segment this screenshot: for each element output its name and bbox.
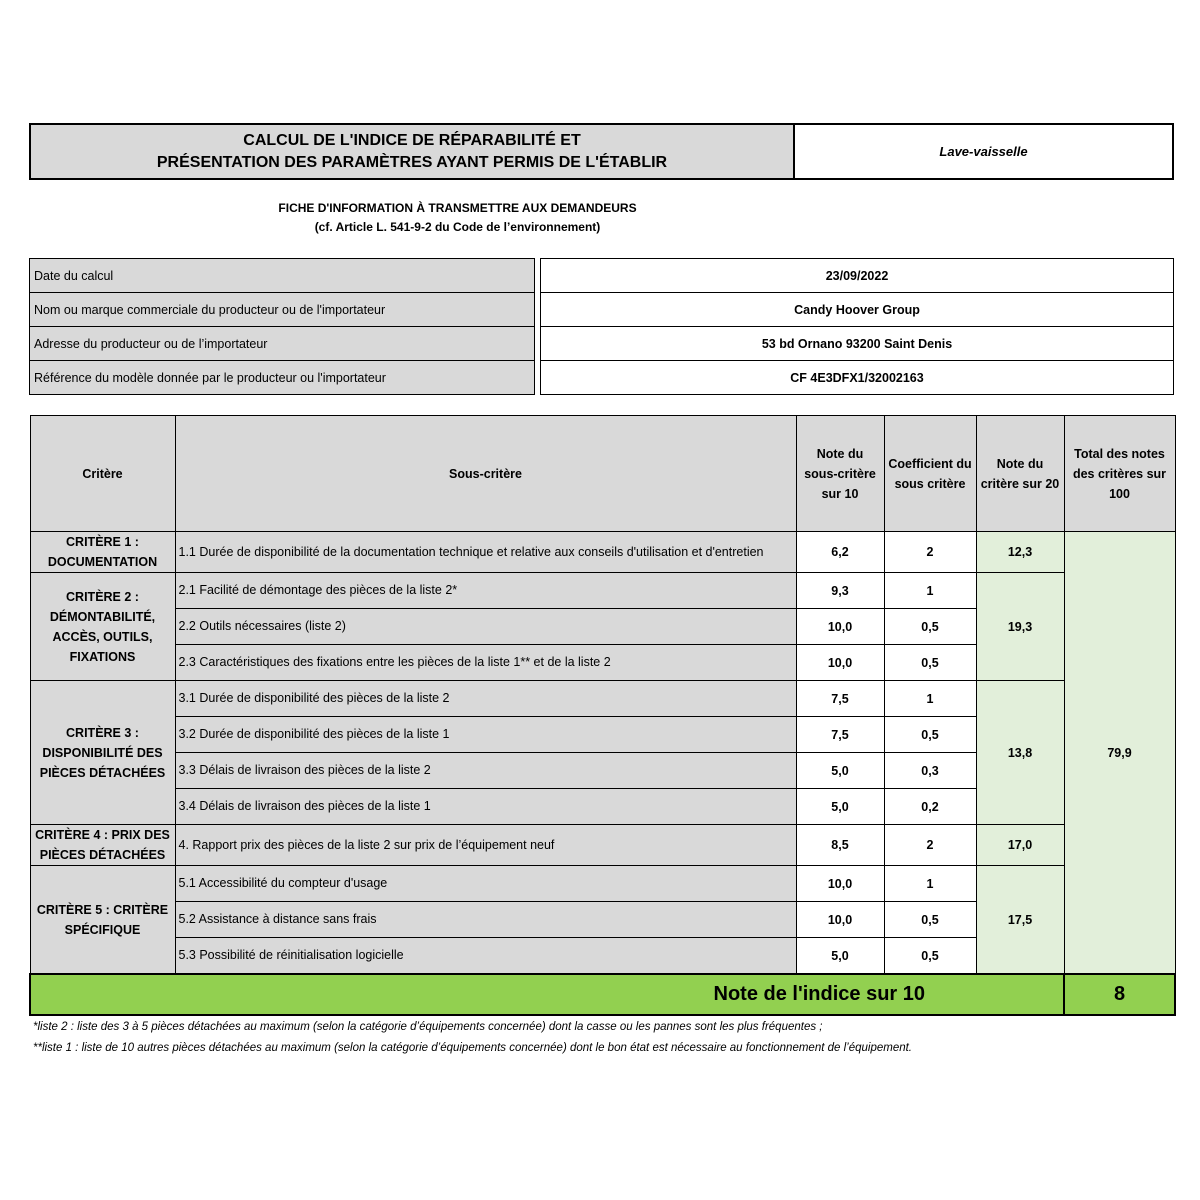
info-label: Adresse du producteur ou de l’importateur bbox=[30, 327, 535, 361]
sub-criterion-label: 2.2 Outils nécessaires (liste 2) bbox=[175, 609, 796, 645]
subtitle-line-1: FICHE D'INFORMATION À TRANSMETTRE AUX DEMANDEURS bbox=[278, 201, 637, 215]
footnote-1: *liste 2 : liste des 3 à 5 pièces détachées au maximum (selon la catégorie d’équipements concernée) dont la casse ou les pannes sont les plus fréquentes ; bbox=[33, 1021, 823, 1033]
col-header-note-critere: Note du critère sur 20 bbox=[976, 416, 1064, 532]
criterion-name: CRITÈRE 4 : PRIX DES PIÈCES DÉTACHÉES bbox=[30, 825, 175, 866]
sub-criterion-label: 3.4 Délais de livraison des pièces de la liste 1 bbox=[175, 789, 796, 825]
col-header-sous-critere: Sous-critère bbox=[175, 416, 796, 532]
total-score: 79,9 bbox=[1064, 532, 1175, 975]
info-value: 53 bd Ornano 93200 Saint Denis bbox=[541, 327, 1174, 361]
criterion-score: 19,3 bbox=[976, 573, 1064, 681]
sub-criterion-coef: 2 bbox=[884, 825, 976, 866]
sub-criterion-note: 7,5 bbox=[796, 717, 884, 753]
footnotes bbox=[33, 1017, 1173, 1059]
sub-criterion-coef: 0,5 bbox=[884, 645, 976, 681]
sub-criterion-note: 10,0 bbox=[796, 609, 884, 645]
col-header-coef: Coefficient du sous critère bbox=[884, 416, 976, 532]
sub-criterion-note: 5,0 bbox=[796, 938, 884, 975]
sub-criterion-label: 3.1 Durée de disponibilité des pièces de la liste 2 bbox=[175, 681, 796, 717]
title-line-2: PRÉSENTATION DES PARAMÈTRES AYANT PERMIS DE L'ÉTABLIR bbox=[156, 153, 668, 171]
criterion-score: 17,0 bbox=[976, 825, 1064, 866]
sub-criterion-note: 10,0 bbox=[796, 645, 884, 681]
sub-criterion-coef: 1 bbox=[884, 681, 976, 717]
sub-criterion-label: 2.3 Caractéristiques des fixations entre les pièces de la liste 1** et de la liste 2 bbox=[175, 645, 796, 681]
info-table bbox=[29, 258, 1174, 395]
info-value: 23/09/2022 bbox=[541, 259, 1174, 293]
sub-criterion-label: 2.1 Facilité de démontage des pièces de la liste 2* bbox=[175, 573, 796, 609]
table-row bbox=[30, 825, 1175, 866]
sub-criterion-coef: 2 bbox=[884, 532, 976, 573]
info-row bbox=[30, 259, 1174, 293]
criteria-table bbox=[29, 415, 1176, 1016]
col-header-note-sous: Note du sous-critère sur 10 bbox=[796, 416, 884, 532]
footnote-2: **liste 1 : liste de 10 autres pièces détachées au maximum (selon la catégorie d’équipements concernée) dont le bon état est nécessaire au fonctionnement de l’équipement. bbox=[33, 1042, 912, 1054]
sub-criterion-label: 1.1 Durée de disponibilité de la documentation technique et relative aux conseils d'utilisation et d'entretien bbox=[175, 532, 796, 573]
title-line-1: CALCUL DE L'INDICE DE RÉPARABILITÉ ET bbox=[243, 131, 581, 149]
sub-criterion-note: 7,5 bbox=[796, 681, 884, 717]
info-value: CF 4E3DFX1/32002163 bbox=[541, 361, 1174, 395]
info-label: Nom ou marque commerciale du producteur ou de l'importateur bbox=[30, 293, 535, 327]
sub-criterion-note: 6,2 bbox=[796, 532, 884, 573]
sub-criterion-label: 3.2 Durée de disponibilité des pièces de la liste 1 bbox=[175, 717, 796, 753]
criterion-name: CRITÈRE 1 : DOCUMENTATION bbox=[30, 532, 175, 573]
final-score-value: 8 bbox=[1064, 974, 1175, 1015]
subtitle-line-2: (cf. Article L. 541-9-2 du Code de l’environnement) bbox=[314, 220, 601, 234]
table-row bbox=[30, 681, 1175, 717]
sub-criterion-label: 5.2 Assistance à distance sans frais bbox=[175, 902, 796, 938]
info-row bbox=[30, 361, 1174, 395]
info-label: Date du calcul bbox=[30, 259, 535, 293]
sub-criterion-note: 5,0 bbox=[796, 789, 884, 825]
final-score-row bbox=[30, 974, 1175, 1015]
criterion-score: 13,8 bbox=[976, 681, 1064, 825]
subtitle bbox=[0, 199, 915, 237]
sub-criterion-note: 10,0 bbox=[796, 902, 884, 938]
sub-criterion-coef: 0,3 bbox=[884, 753, 976, 789]
sub-criterion-coef: 1 bbox=[884, 866, 976, 902]
col-header-critere: Critère bbox=[30, 416, 175, 532]
sub-criterion-label: 3.3 Délais de livraison des pièces de la liste 2 bbox=[175, 753, 796, 789]
criterion-name: CRITÈRE 5 : CRITÈRE SPÉCIFIQUE bbox=[30, 866, 175, 975]
info-value: Candy Hoover Group bbox=[541, 293, 1174, 327]
sub-criterion-note: 9,3 bbox=[796, 573, 884, 609]
table-row bbox=[30, 532, 1175, 573]
sub-criterion-coef: 0,2 bbox=[884, 789, 976, 825]
sub-criterion-coef: 0,5 bbox=[884, 717, 976, 753]
table-header-row bbox=[30, 416, 1175, 532]
document-title bbox=[29, 123, 795, 180]
final-score-label: Note de l'indice sur 10 bbox=[30, 974, 1064, 1015]
sub-criterion-label: 5.3 Possibilité de réinitialisation logicielle bbox=[175, 938, 796, 975]
col-header-total: Total des notes des critères sur 100 bbox=[1064, 416, 1175, 532]
sub-criterion-coef: 0,5 bbox=[884, 902, 976, 938]
info-label: Référence du modèle donnée par le producteur ou l'importateur bbox=[30, 361, 535, 395]
criterion-score: 17,5 bbox=[976, 866, 1064, 975]
criterion-name: CRITÈRE 3 : DISPONIBILITÉ DES PIÈCES DÉTACHÉES bbox=[30, 681, 175, 825]
table-row bbox=[30, 866, 1175, 902]
criterion-score: 12,3 bbox=[976, 532, 1064, 573]
info-row bbox=[30, 293, 1174, 327]
info-row bbox=[30, 327, 1174, 361]
sub-criterion-label: 4. Rapport prix des pièces de la liste 2 sur prix de l’équipement neuf bbox=[175, 825, 796, 866]
sub-criterion-coef: 0,5 bbox=[884, 938, 976, 975]
criterion-name: CRITÈRE 2 : DÉMONTABILITÉ, ACCÈS, OUTILS, FIXATIONS bbox=[30, 573, 175, 681]
sub-criterion-note: 5,0 bbox=[796, 753, 884, 789]
sub-criterion-note: 10,0 bbox=[796, 866, 884, 902]
sub-criterion-coef: 0,5 bbox=[884, 609, 976, 645]
sub-criterion-label: 5.1 Accessibilité du compteur d'usage bbox=[175, 866, 796, 902]
sub-criterion-coef: 1 bbox=[884, 573, 976, 609]
product-category: Lave-vaisselle bbox=[795, 123, 1174, 180]
sub-criterion-note: 8,5 bbox=[796, 825, 884, 866]
table-row bbox=[30, 573, 1175, 609]
